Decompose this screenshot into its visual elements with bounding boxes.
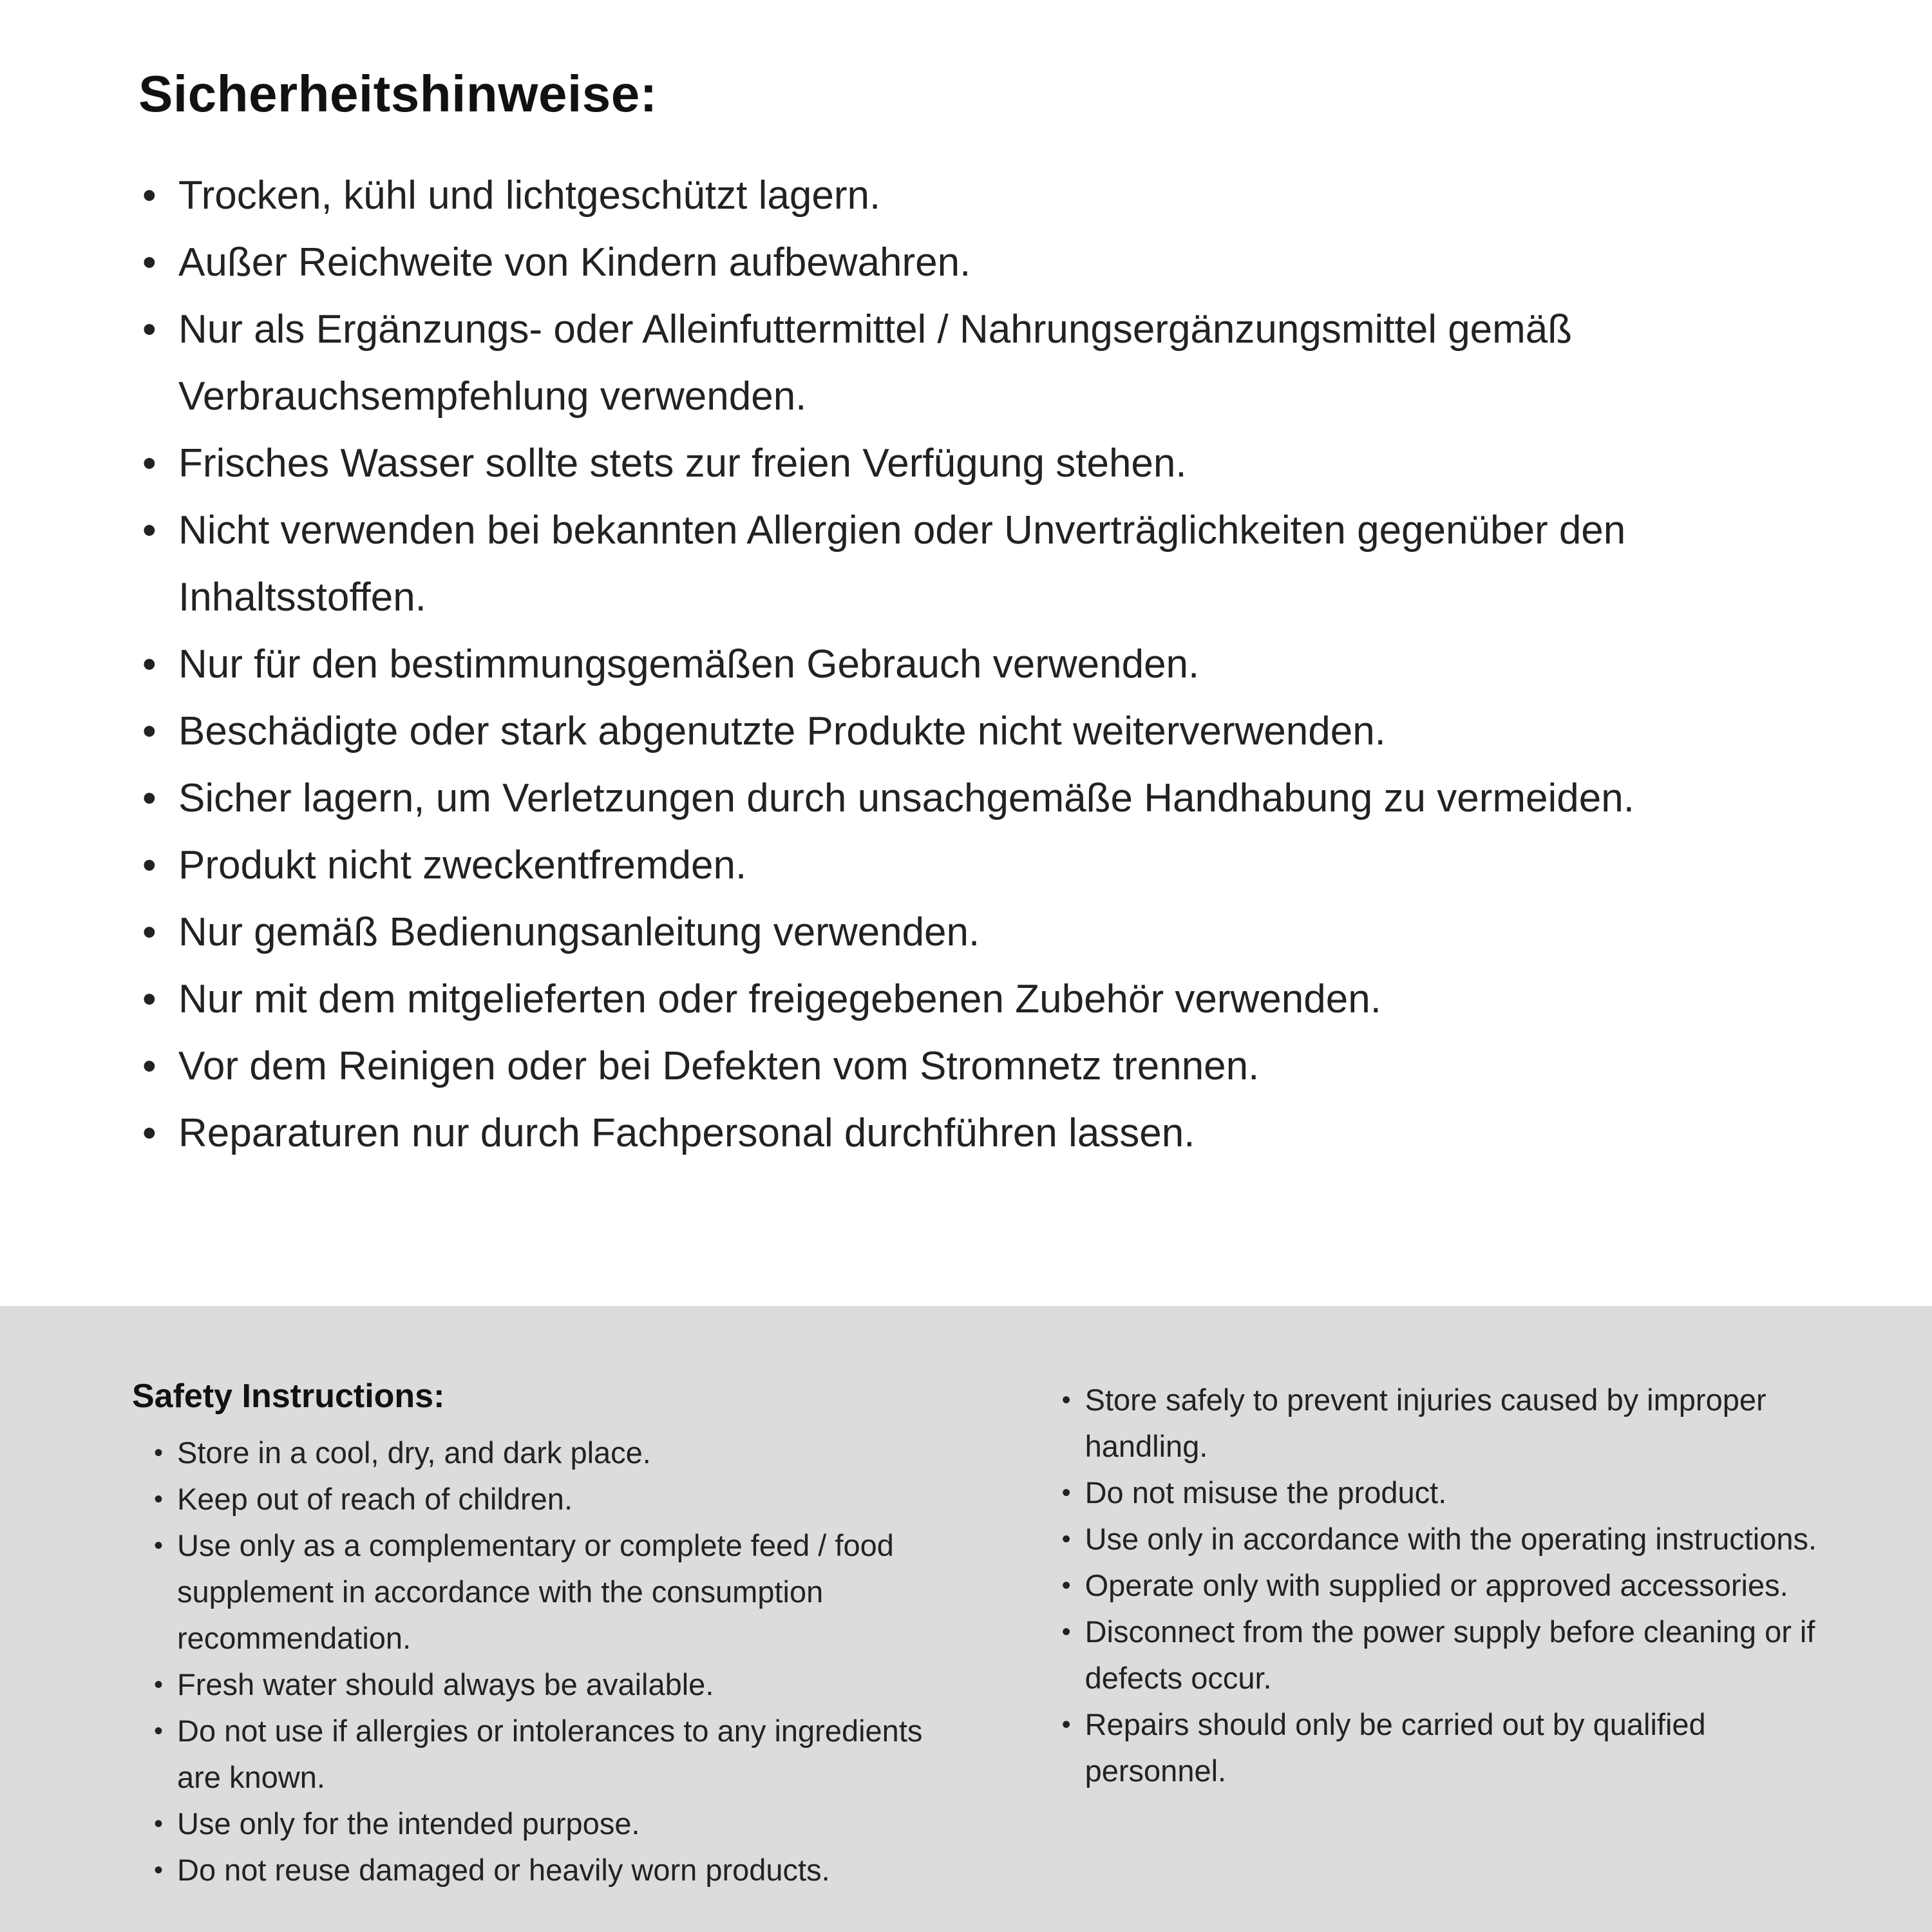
english-safety-section bbox=[0, 1306, 1932, 1932]
list-item: • Do not misuse the product. bbox=[1057, 1470, 1829, 1516]
list-item: • Produkt nicht zweckentfremden. bbox=[138, 832, 1829, 899]
list-item: • Use only as a complementary or complete feed / food supplement in accordance with the consumption recommendation. bbox=[149, 1522, 941, 1662]
list-item: • Reparaturen nur durch Fachpersonal durchführen lassen. bbox=[138, 1100, 1829, 1167]
list-item: • Nur für den bestimmungsgemäßen Gebrauch verwenden. bbox=[138, 631, 1829, 698]
english-section-heading: Safety Instructions: bbox=[132, 1378, 445, 1415]
list-item: • Store in a cool, dry, and dark place. bbox=[149, 1430, 941, 1476]
list-item: • Repairs should only be carried out by qualified personnel. bbox=[1057, 1701, 1829, 1794]
list-item: • Do not reuse damaged or heavily worn products. bbox=[149, 1847, 941, 1893]
list-item: • Use only in accordance with the operating instructions. bbox=[1057, 1516, 1829, 1562]
list-item: • Sicher lagern, um Verletzungen durch unsachgemäße Handhabung zu vermeiden. bbox=[138, 765, 1829, 832]
list-item: • Frisches Wasser sollte stets zur freien Verfügung stehen. bbox=[138, 430, 1829, 497]
list-item: • Nicht verwenden bei bekannten Allergien oder Unverträglichkeiten gegenüber den Inhaltsstoffen. bbox=[138, 497, 1829, 631]
list-item: • Disconnect from the power supply before cleaning or if defects occur. bbox=[1057, 1609, 1829, 1701]
list-item: • Trocken, kühl und lichtgeschützt lagern. bbox=[138, 162, 1829, 229]
list-item: • Fresh water should always be available. bbox=[149, 1662, 941, 1708]
list-item: • Vor dem Reinigen oder bei Defekten vom Stromnetz trennen. bbox=[138, 1033, 1829, 1100]
list-item: • Use only for the intended purpose. bbox=[149, 1801, 941, 1847]
list-item: • Keep out of reach of children. bbox=[149, 1476, 941, 1522]
list-item: • Außer Reichweite von Kindern aufbewahren. bbox=[138, 229, 1829, 296]
english-bullet-list-right bbox=[1057, 1377, 1829, 1794]
english-left-column bbox=[132, 1377, 941, 1893]
list-item: • Do not use if allergies or intolerances to any ingredients are known. bbox=[149, 1708, 941, 1801]
german-bullet-list bbox=[138, 162, 1829, 1167]
german-section-heading: Sicherheitshinweise: bbox=[138, 65, 658, 122]
english-bullet-list-left bbox=[132, 1430, 941, 1893]
list-item: • Nur mit dem mitgelieferten oder freigegebenen Zubehör verwenden. bbox=[138, 966, 1829, 1033]
english-right-column bbox=[1057, 1377, 1829, 1893]
list-item: • Beschädigte oder stark abgenutzte Produkte nicht weiterverwenden. bbox=[138, 698, 1829, 765]
list-item: • Nur gemäß Bedienungsanleitung verwenden. bbox=[138, 899, 1829, 966]
list-item: • Store safely to prevent injuries caused by improper handling. bbox=[1057, 1377, 1829, 1470]
list-item: • Operate only with supplied or approved accessories. bbox=[1057, 1562, 1829, 1609]
list-item: • Nur als Ergänzungs- oder Alleinfuttermittel / Nahrungsergänzungsmittel gemäß Verbrauchsempfehlung verwenden. bbox=[138, 296, 1829, 430]
